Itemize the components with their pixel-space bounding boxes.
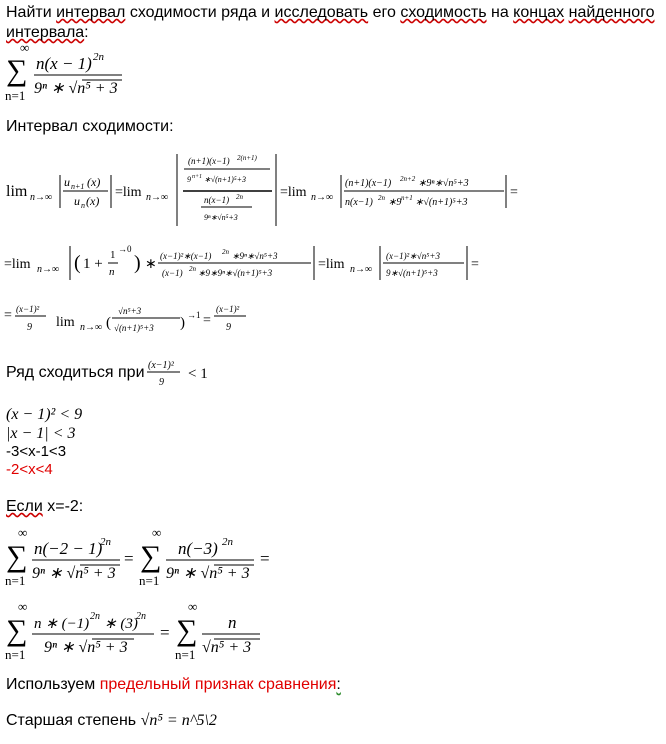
svg-text:9: 9: [159, 377, 164, 388]
svg-text:→0: →0: [118, 244, 132, 254]
ratio-line-1: [4, 150, 524, 230]
ratio-line-2: [4, 236, 484, 290]
svg-text:2n: 2n: [100, 536, 111, 548]
word-if: Если: [6, 498, 43, 515]
svg-text:∗9∗9ⁿ∗√(n+1)⁵+3: ∗9∗9ⁿ∗√(n+1)⁵+3: [198, 268, 273, 278]
use-line: [6, 676, 341, 694]
degree-line: [6, 712, 217, 730]
svg-text:√n⁵ + 3: √n⁵ + 3: [202, 639, 252, 656]
svg-text:∑: ∑: [6, 540, 28, 573]
step-2: |x − 1| < 3: [6, 425, 76, 442]
svg-text:(x−1)²∗√n⁵+3: (x−1)²∗√n⁵+3: [386, 251, 440, 261]
comparison-test-text: предельный признак сравнения: [99, 676, 337, 693]
svg-text:n(−2 − 1): n(−2 − 1): [34, 539, 103, 558]
problem-statement-line2: [6, 24, 89, 42]
word-convergence2: сходимость: [400, 4, 487, 21]
svg-text:lim: lim: [56, 315, 75, 330]
numerator: n(x − 1): [36, 54, 92, 73]
problem-statement: [6, 4, 654, 22]
svg-text:n=1: n=1: [5, 573, 26, 588]
svg-text:(x−1)²: (x−1)²: [16, 304, 40, 314]
svg-text:2n: 2n: [222, 248, 229, 256]
svg-text:2n: 2n: [136, 611, 146, 622]
sum-top: ∞: [20, 42, 30, 55]
svg-text:=: =: [471, 257, 479, 272]
svg-text:∞: ∞: [18, 599, 28, 614]
svg-text:√(n+1)⁵+3: √(n+1)⁵+3: [114, 323, 154, 333]
svg-text:=: =: [4, 308, 12, 323]
svg-text:∗√(n+1)⁵+3: ∗√(n+1)⁵+3: [204, 175, 246, 184]
svg-text:2(n+1): 2(n+1): [237, 154, 257, 162]
svg-text:n=1: n=1: [139, 573, 160, 588]
svg-text:∞: ∞: [18, 525, 28, 540]
svg-text:9∗√(n+1)⁵+3: 9∗√(n+1)⁵+3: [386, 268, 438, 278]
ratio-line-3: [4, 298, 264, 344]
svg-text:n→∞: n→∞: [37, 264, 60, 275]
svg-text:(x−1)²: (x−1)²: [216, 304, 240, 314]
case-heading: [6, 498, 83, 516]
svg-text:(x−1)²∗(x−1): (x−1)²∗(x−1): [160, 251, 212, 261]
svg-text:(: (: [74, 252, 81, 274]
svg-text:∗√(n+1)⁵+3: ∗√(n+1)⁵+3: [415, 197, 468, 208]
svg-text:(x): (x): [87, 175, 101, 189]
svg-text:2n+2: 2n+2: [400, 175, 416, 183]
svg-text:n→∞: n→∞: [30, 192, 53, 203]
word-interval: интервал: [56, 4, 126, 21]
sum-line-1: [4, 524, 284, 588]
svg-text:2n: 2n: [222, 536, 233, 548]
cmp-text: < 1: [188, 366, 208, 382]
word-on: на: [490, 4, 509, 21]
svg-text:(: (: [106, 315, 111, 331]
main-series-formula: [4, 42, 144, 104]
svg-text:(n+1)(x−1): (n+1)(x−1): [188, 156, 230, 166]
svg-text:n+1: n+1: [192, 174, 203, 180]
svg-text:lim: lim: [6, 183, 28, 200]
svg-text:n→∞: n→∞: [350, 264, 373, 275]
svg-text:n=1: n=1: [175, 647, 196, 662]
step-3: -3<x-1<3: [6, 443, 67, 460]
sum-bottom: n=1: [5, 88, 26, 103]
word-its: его: [372, 4, 396, 21]
interval-heading: Интервал сходимости:: [6, 118, 174, 135]
use-colon: :: [336, 676, 341, 693]
svg-text:u: u: [74, 194, 80, 208]
svg-text:n=1: n=1: [5, 647, 26, 662]
svg-text:n: n: [81, 201, 85, 210]
svg-text:∗9: ∗9: [388, 197, 402, 208]
svg-text:9ⁿ∗√n⁵+3: 9ⁿ∗√n⁵+3: [204, 213, 238, 222]
svg-text:=lim: =lim: [280, 185, 307, 200]
svg-text:n→∞: n→∞: [146, 192, 169, 203]
case-value: x=-2:: [47, 498, 84, 515]
word-convergence: сходимости ряда и: [129, 4, 271, 21]
svg-text:∗9ⁿ∗√n⁵+3: ∗9ⁿ∗√n⁵+3: [232, 251, 278, 261]
svg-text:2n: 2n: [189, 265, 196, 273]
num-power: 2n: [93, 51, 104, 63]
svg-text:): ): [180, 315, 185, 331]
sum-line-2: [4, 598, 284, 662]
svg-text:=: =: [160, 623, 170, 642]
word-ends: концах: [513, 4, 565, 21]
svg-text:→1: →1: [187, 310, 201, 320]
svg-text:∑: ∑: [140, 540, 162, 573]
svg-text:n+1: n+1: [401, 194, 413, 202]
degree-text: Старшая степень: [6, 712, 137, 729]
svg-text:∞: ∞: [188, 599, 198, 614]
svg-text:=lim: =lim: [4, 257, 31, 272]
svg-text:n→∞: n→∞: [80, 322, 103, 333]
svg-text:u: u: [64, 175, 70, 189]
svg-text:=: =: [124, 549, 134, 568]
svg-text:n ∗ (−1): n ∗ (−1): [34, 616, 90, 632]
word-interval2: интервала: [6, 24, 85, 41]
svg-text:n(x−1): n(x−1): [204, 195, 230, 205]
svg-text:n: n: [228, 613, 237, 632]
svg-text:(x−1): (x−1): [162, 268, 183, 278]
svg-text:9: 9: [187, 175, 191, 184]
svg-text:2n: 2n: [90, 611, 100, 622]
word-found: найденного: [568, 4, 655, 21]
step-4: -2<x<4: [6, 461, 53, 478]
svg-text:=lim: =lim: [115, 185, 142, 200]
svg-text:2n: 2n: [236, 193, 243, 201]
svg-text:n+1: n+1: [71, 182, 85, 191]
svg-text:n: n: [109, 266, 115, 278]
svg-text:√n⁵+3: √n⁵+3: [118, 306, 142, 316]
converges-formula: [146, 356, 226, 390]
svg-text:∗: ∗: [145, 257, 157, 272]
svg-text:9ⁿ ∗ √n⁵ + 3: 9ⁿ ∗ √n⁵ + 3: [44, 639, 128, 656]
svg-text:1: 1: [110, 249, 116, 261]
svg-text:9: 9: [226, 322, 231, 333]
svg-text:n(x−1): n(x−1): [345, 197, 373, 208]
word-find: Найти: [6, 4, 52, 21]
svg-text:9: 9: [27, 322, 32, 333]
svg-text:(n+1)(x−1): (n+1)(x−1): [345, 178, 392, 189]
step-1: (x − 1)² < 9: [6, 406, 83, 423]
svg-text:(x−1)²: (x−1)²: [148, 360, 174, 371]
svg-text:=lim: =lim: [318, 257, 345, 272]
word-investigate: исследовать: [274, 4, 369, 21]
svg-text:): ): [134, 252, 141, 274]
colon: :: [84, 24, 89, 41]
svg-text:2n: 2n: [378, 194, 385, 202]
svg-text:(x): (x): [86, 194, 100, 208]
svg-text:∗9ⁿ∗√n⁵+3: ∗9ⁿ∗√n⁵+3: [418, 178, 469, 189]
svg-text:=: =: [260, 549, 270, 568]
svg-text:=: =: [510, 185, 518, 200]
svg-text:1 +: 1 +: [83, 256, 103, 272]
svg-text:∞: ∞: [152, 525, 162, 540]
converges-text: Ряд сходиться при: [6, 364, 145, 381]
sigma-icon: ∑: [6, 54, 28, 87]
svg-text:=: =: [203, 313, 211, 328]
svg-text:9ⁿ ∗ √n⁵ + 3: 9ⁿ ∗ √n⁵ + 3: [32, 565, 116, 582]
svg-text:9ⁿ ∗ √n⁵ + 3: 9ⁿ ∗ √n⁵ + 3: [166, 565, 250, 582]
use-text: Используем: [6, 676, 96, 693]
denominator: 9ⁿ ∗ √n⁵ + 3: [34, 80, 118, 97]
svg-text:∗ (3): ∗ (3): [104, 616, 138, 632]
degree-formula: √n⁵ = n^5\2: [140, 712, 217, 729]
svg-text:n(−3): n(−3): [178, 539, 218, 558]
svg-text:n→∞: n→∞: [311, 192, 334, 203]
svg-text:∑: ∑: [176, 614, 198, 647]
svg-text:∑: ∑: [6, 614, 28, 647]
